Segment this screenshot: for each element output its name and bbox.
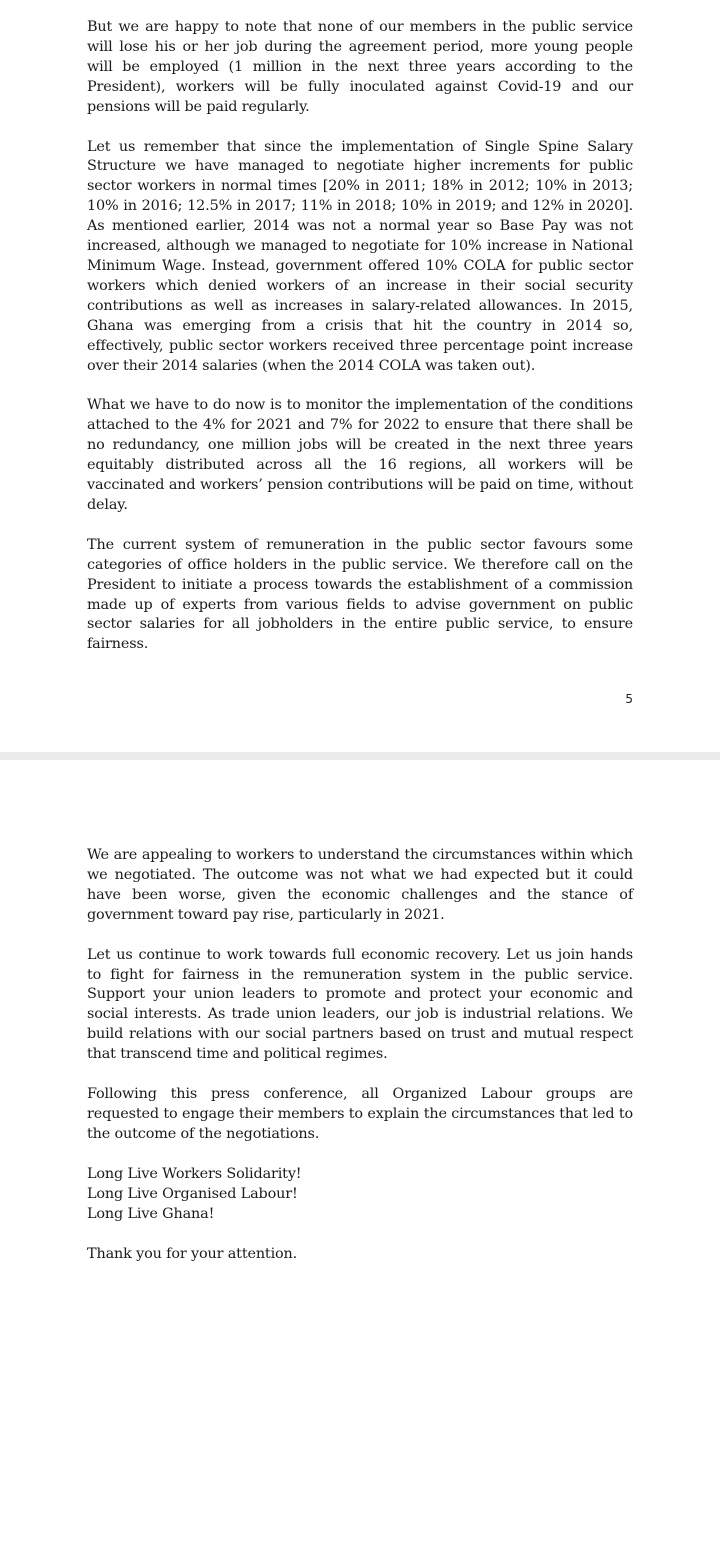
slogan-organised-labour: Long Live Organised Labour! bbox=[87, 1185, 298, 1202]
paragraph-salary-history: Let us remember that since the implementation of Single Spine Salary Structure we have managed to negotiate higher increments for public sector workers in normal times [20% in 2011; 18% in 2012; 10% in 2013; 10% in 2016; 12.5% in 2017; 11% in 2018; 10% in 2019; and 12% in 2020]. As mentioned earlier, 2014 was not a normal year so Base Pay was not increased, although we managed to negotiate for 10% increase in National Minimum Wage. Instead, government offered 10% COLA for public sector workers which denied workers of an increase in their social security contributions as well as increases in salary-related allowances. In 2015, Ghana was emerging from a crisis that hit the country in 2014 so, effectively, public sector workers received three percentage point increase over their 2014 salaries (when the 2014 COLA was taken out). bbox=[87, 138, 633, 374]
paragraph-remuneration-commission: The current system of remuneration in the public sector favours some categories of office holders in the public service. We therefore call on the President to initiate a process towards the establishment of a commission made up of experts from various fields to advise government on public sector salaries for all jobholders in the entire public service, to ensure fairness. bbox=[87, 536, 633, 653]
page-body bbox=[87, 846, 633, 1264]
paragraph-economic-recovery: Let us continue to work towards full economic recovery. Let us join hands to fight for fairness in the remuneration system in the public service. Support your union leaders to promote and protect your economic and social interests. As trade union leaders, our job is industrial relations. We build relations with our social partners based on trust and mutual respect that transcend time and political regimes. bbox=[87, 946, 633, 1063]
document-page-5 bbox=[0, 0, 720, 752]
paragraph-press-conference: Following this press conference, all Organized Labour groups are requested to engage their members to explain the circumstances that led to the outcome of the negotiations. bbox=[87, 1086, 633, 1142]
page-number: 5 bbox=[625, 692, 633, 706]
paragraph-job-security: But we are happy to note that none of our members in the public service will lose his or her job during the agreement period, more young people will be employed (1 million in the next three years according to the President), workers will be fully inoculated against Covid-19 and our pensions will be paid regularly. bbox=[87, 19, 633, 115]
document-page-6 bbox=[0, 760, 720, 1560]
slogan-ghana: Long Live Ghana! bbox=[87, 1205, 215, 1222]
page-separator bbox=[0, 752, 720, 760]
closing-slogans bbox=[87, 1165, 633, 1225]
slogan-workers-solidarity: Long Live Workers Solidarity! bbox=[87, 1165, 302, 1182]
paragraph-monitor-implementation: What we have to do now is to monitor the implementation of the conditions attached to the 4% for 2021 and 7% for 2022 to ensure that there shall be no redundancy, one million jobs will be created in the next three years equitably distributed across all the 16 regions, all workers will be vaccinated and workers’ pension contributions will be paid on time, without delay. bbox=[87, 397, 633, 513]
paragraph-appeal-to-workers: We are appealing to workers to understand the circumstances within which we negotiated. The outcome was not what we had expected but it could have been worse, given the economic challenges and the stance of government toward pay rise, particularly in 2021. bbox=[87, 847, 633, 923]
thank-you-line: Thank you for your attention. bbox=[87, 1245, 298, 1262]
page-body bbox=[87, 18, 633, 655]
